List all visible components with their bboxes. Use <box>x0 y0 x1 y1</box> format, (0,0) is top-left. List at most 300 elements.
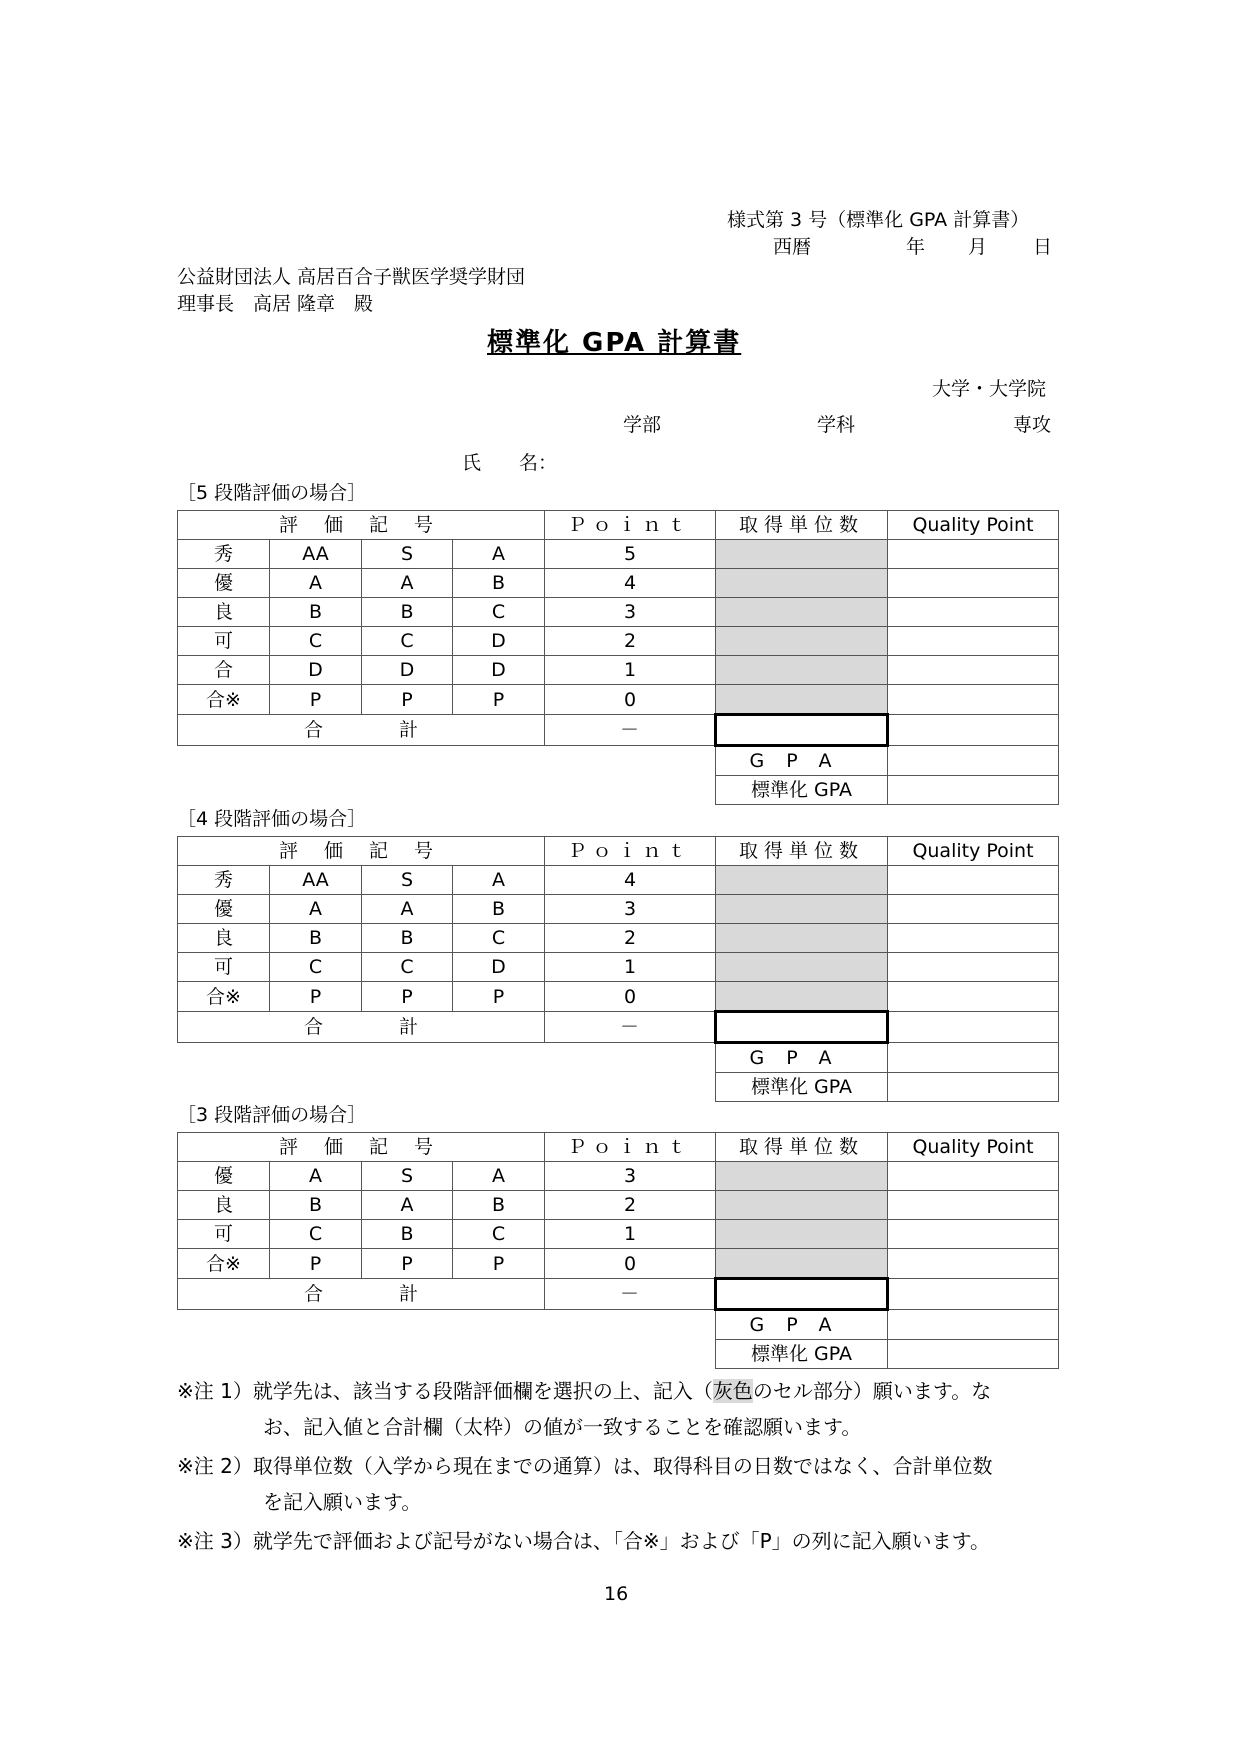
grade-cell-text: 合 <box>213 659 233 681</box>
grade-symbol-header-text: 評 価 記 号 <box>278 840 444 862</box>
symbol-cell-text: B <box>400 601 414 623</box>
gpa-label-text: GPA <box>749 750 854 772</box>
quality-point-cell[interactable] <box>888 953 1059 982</box>
note-1-text-a: ※注 1）就学先は、該当する段階評価欄を選択の上、記入（ <box>177 1379 713 1403</box>
table-row <box>178 1191 1059 1220</box>
symbol-cell-text: B <box>308 927 323 949</box>
symbol-cell <box>270 866 362 895</box>
grade-cell <box>178 982 270 1012</box>
symbol-cell-text: A <box>492 1165 505 1187</box>
total-row <box>178 1012 1059 1043</box>
symbol-cell <box>453 685 545 715</box>
quality-point-cell[interactable] <box>888 569 1059 598</box>
table-row <box>178 895 1059 924</box>
symbol-cell-text: A <box>309 1165 322 1187</box>
symbol-cell-text: C <box>308 956 323 978</box>
point-cell-text: 2 <box>623 630 637 652</box>
grade-cell-text: 優 <box>213 898 233 920</box>
quality-point-header-text: Quality Point <box>912 1136 1034 1158</box>
grade-symbol-header-text: 評 価 記 号 <box>278 1136 444 1158</box>
table-row <box>178 598 1059 627</box>
symbol-cell-text: P <box>492 1252 505 1275</box>
total-row <box>178 1279 1059 1310</box>
symbol-cell-text: A <box>400 1194 414 1216</box>
point-cell <box>545 866 716 895</box>
symbol-cell-text: A <box>400 572 414 594</box>
total-label-text: 合 計 <box>303 1283 418 1305</box>
gpa-label <box>716 1043 888 1073</box>
grade-cell-text: 可 <box>213 956 233 978</box>
credits-input-cell[interactable] <box>716 982 888 1012</box>
symbol-cell-text: B <box>400 927 414 949</box>
quality-point-cell[interactable] <box>888 895 1059 924</box>
credits-input-cell[interactable] <box>716 569 888 598</box>
major-label: 専攻 <box>1013 414 1052 436</box>
grade-cell <box>178 598 270 627</box>
point-cell-text: 2 <box>623 1194 637 1216</box>
page-number: 16 <box>604 1583 629 1605</box>
symbol-cell-text: B <box>491 1194 506 1216</box>
total-label-text: 合 計 <box>303 1016 418 1038</box>
total-label <box>178 1012 545 1043</box>
page-title: 標準化 GPA 計算書 <box>487 328 742 358</box>
std-gpa-row <box>178 1073 1059 1102</box>
symbol-cell-text: P <box>401 688 413 711</box>
table-row <box>178 953 1059 982</box>
quality-point-cell[interactable] <box>888 685 1059 715</box>
symbol-cell <box>453 656 545 685</box>
symbol-cell-text: P <box>401 985 413 1008</box>
total-credits-cell[interactable] <box>716 1279 888 1310</box>
point-cell <box>545 1191 716 1220</box>
note-1-continued: お、記入値と合計欄（太枠）の値が一致することを確認願います。 <box>263 1415 862 1439</box>
symbol-cell-text: P <box>401 1252 413 1275</box>
symbol-cell <box>362 1191 453 1220</box>
grade-cell-text: 優 <box>213 1165 233 1187</box>
symbol-cell <box>453 1220 545 1249</box>
table-row <box>178 866 1059 895</box>
credits-input-cell[interactable] <box>716 924 888 953</box>
gpa-spacer <box>178 1310 716 1340</box>
symbol-cell <box>270 1162 362 1191</box>
std-gpa-label <box>716 776 888 805</box>
symbol-cell <box>270 1220 362 1249</box>
quality-point-cell[interactable] <box>888 540 1059 569</box>
point-cell <box>545 627 716 656</box>
point-cell <box>545 656 716 685</box>
gpa-label-text: GPA <box>749 1047 854 1069</box>
credits-input-cell[interactable] <box>716 540 888 569</box>
table-row <box>178 1220 1059 1249</box>
std-gpa-label-text: 標準化 GPA <box>750 1076 852 1098</box>
symbol-cell <box>362 627 453 656</box>
std-gpa-value-cell[interactable] <box>888 776 1059 805</box>
point-cell-text: 2 <box>623 927 637 949</box>
point-cell-text: 3 <box>623 898 637 920</box>
credits-input-cell[interactable] <box>716 627 888 656</box>
grade-cell-text: 秀 <box>213 869 233 891</box>
grade-cell <box>178 569 270 598</box>
point-cell-text: 1 <box>623 956 637 978</box>
grade-cell <box>178 895 270 924</box>
point-header-text: Ｐｏｉｎｔ <box>567 840 693 862</box>
symbol-cell-text: B <box>308 601 323 623</box>
point-header <box>545 511 716 540</box>
grade-symbol-header-text: 評 価 記 号 <box>278 514 444 536</box>
gpa-value-cell[interactable] <box>888 746 1059 776</box>
note-2-continued: を記入願います。 <box>263 1490 422 1514</box>
credits-input-cell[interactable] <box>716 685 888 715</box>
note-1-text-b: のセル部分）願います。な <box>752 1379 992 1403</box>
symbol-cell <box>453 569 545 598</box>
point-cell <box>545 685 716 715</box>
point-header-text: Ｐｏｉｎｔ <box>567 1136 693 1158</box>
symbol-cell-text: C <box>308 630 323 652</box>
quality-point-cell[interactable] <box>888 1162 1059 1191</box>
credits-header-text: 取得単位数 <box>738 840 864 862</box>
quality-point-cell[interactable] <box>888 866 1059 895</box>
std-gpa-spacer <box>178 1073 716 1102</box>
table-row <box>178 656 1059 685</box>
note-1 <box>177 1379 991 1403</box>
symbol-cell <box>270 1191 362 1220</box>
symbol-cell <box>453 1162 545 1191</box>
note-1-highlight: 灰色 <box>712 1379 753 1403</box>
total-credits-cell[interactable] <box>716 715 888 746</box>
symbol-cell-text: AA <box>302 543 329 565</box>
grade-cell <box>178 685 270 715</box>
point-cell-text: 0 <box>623 985 637 1008</box>
symbol-cell-text: P <box>309 1252 322 1275</box>
symbol-cell-text: B <box>400 1223 414 1245</box>
quality-point-header <box>888 511 1059 540</box>
total-point-dash-text: － <box>619 1016 639 1038</box>
total-label <box>178 715 545 746</box>
symbol-cell <box>270 1249 362 1279</box>
gpa-spacer <box>178 1043 716 1073</box>
quality-point-cell[interactable] <box>888 627 1059 656</box>
gpa-value-cell[interactable] <box>888 1043 1059 1073</box>
symbol-cell-text: P <box>309 985 322 1008</box>
grade-cell-text: 合※ <box>206 985 241 1008</box>
quality-point-header-text: Quality Point <box>912 840 1034 862</box>
credits-input-cell[interactable] <box>716 598 888 627</box>
credits-header <box>716 837 888 866</box>
total-point-dash-text: － <box>619 719 639 741</box>
date-year-label: 年 <box>906 236 926 258</box>
quality-point-cell[interactable] <box>888 1220 1059 1249</box>
total-point-dash <box>545 1012 716 1043</box>
symbol-cell <box>362 569 453 598</box>
table-heading: ［5 段階評価の場合］ <box>177 482 367 504</box>
grade-cell-text: 良 <box>213 601 233 623</box>
department-label: 学科 <box>817 414 856 436</box>
total-label <box>178 1279 545 1310</box>
symbol-cell <box>362 1220 453 1249</box>
addressee-organization: 公益財団法人 高居百合子獣医学奨学財団 <box>177 266 526 288</box>
symbol-cell-text: D <box>491 630 506 652</box>
std-gpa-label <box>716 1340 888 1369</box>
date-era-label: 西暦 <box>773 236 812 258</box>
credits-input-cell[interactable] <box>716 953 888 982</box>
quality-point-cell[interactable] <box>888 1249 1059 1279</box>
point-cell-text: 0 <box>623 688 637 711</box>
symbol-cell-text: D <box>491 956 506 978</box>
gpa-value-cell[interactable] <box>888 1310 1059 1340</box>
grade-cell <box>178 924 270 953</box>
table-row <box>178 685 1059 715</box>
total-point-dash-text: － <box>619 1283 639 1305</box>
credits-input-cell[interactable] <box>716 866 888 895</box>
symbol-cell-text: AA <box>302 869 329 891</box>
point-cell-text: 1 <box>623 1223 637 1245</box>
date-day-label: 日 <box>1033 236 1053 258</box>
credits-header-text: 取得単位数 <box>738 514 864 536</box>
std-gpa-value-cell[interactable] <box>888 1340 1059 1369</box>
point-cell <box>545 1220 716 1249</box>
symbol-cell-text: P <box>492 985 505 1008</box>
quality-point-cell[interactable] <box>888 656 1059 685</box>
grade-cell <box>178 866 270 895</box>
std-gpa-row <box>178 776 1059 805</box>
std-gpa-label-text: 標準化 GPA <box>750 1343 852 1365</box>
form-number: 様式第 3 号（標準化 GPA 計算書） <box>727 209 1030 231</box>
point-header-text: Ｐｏｉｎｔ <box>567 514 693 536</box>
gpa-row <box>178 1310 1059 1340</box>
symbol-cell-text: A <box>309 898 322 920</box>
credits-input-cell[interactable] <box>716 1249 888 1279</box>
grade-cell <box>178 1249 270 1279</box>
table-row <box>178 982 1059 1012</box>
table-row <box>178 569 1059 598</box>
symbol-cell <box>453 982 545 1012</box>
gpa-label <box>716 746 888 776</box>
total-quality-point-cell[interactable] <box>888 1279 1059 1310</box>
credits-input-cell[interactable] <box>716 895 888 924</box>
point-cell <box>545 1162 716 1191</box>
table-row <box>178 1162 1059 1191</box>
grade-symbol-header <box>178 1133 545 1162</box>
point-cell-text: 5 <box>623 543 637 565</box>
symbol-cell-text: C <box>400 956 414 978</box>
credits-input-cell[interactable] <box>716 1220 888 1249</box>
symbol-cell <box>453 627 545 656</box>
symbol-cell-text: D <box>308 659 323 681</box>
point-cell <box>545 982 716 1012</box>
symbol-cell-text: C <box>400 630 414 652</box>
symbol-cell-text: B <box>308 1194 323 1216</box>
symbol-cell-text: P <box>309 688 322 711</box>
grade-symbol-header <box>178 511 545 540</box>
std-gpa-label <box>716 1073 888 1102</box>
credits-header <box>716 1133 888 1162</box>
credits-header-text: 取得単位数 <box>738 1136 864 1158</box>
symbol-cell-text: C <box>491 1223 506 1245</box>
point-cell-text: 0 <box>623 1252 637 1275</box>
symbol-cell-text: C <box>491 601 506 623</box>
quality-point-cell[interactable] <box>888 982 1059 1012</box>
grade-cell-text: 合※ <box>206 688 241 711</box>
std-gpa-value-cell[interactable] <box>888 1073 1059 1102</box>
point-cell-text: 4 <box>623 869 637 891</box>
quality-point-header <box>888 1133 1059 1162</box>
point-cell-text: 3 <box>623 1165 637 1187</box>
symbol-cell-text: C <box>308 1223 323 1245</box>
symbol-cell <box>362 982 453 1012</box>
point-cell <box>545 895 716 924</box>
symbol-cell <box>362 656 453 685</box>
faculty-label: 学部 <box>623 414 662 436</box>
std-gpa-spacer <box>178 776 716 805</box>
point-cell <box>545 569 716 598</box>
symbol-cell <box>362 1249 453 1279</box>
symbol-cell <box>270 982 362 1012</box>
symbol-cell <box>270 953 362 982</box>
table-header-row <box>178 837 1059 866</box>
credits-input-cell[interactable] <box>716 656 888 685</box>
point-cell-text: 3 <box>623 601 637 623</box>
symbol-cell-text: C <box>491 927 506 949</box>
symbol-cell <box>362 953 453 982</box>
total-quality-point-cell[interactable] <box>888 1012 1059 1043</box>
gpa-label <box>716 1310 888 1340</box>
symbol-cell <box>362 1162 453 1191</box>
quality-point-cell[interactable] <box>888 1191 1059 1220</box>
symbol-cell <box>362 540 453 569</box>
grade-cell <box>178 540 270 569</box>
addressee-person: 理事長 高居 隆章 殿 <box>177 293 374 315</box>
grade-cell <box>178 1191 270 1220</box>
grade-cell-text: 良 <box>213 927 233 949</box>
grade-cell-text: 優 <box>213 572 233 594</box>
symbol-cell <box>453 895 545 924</box>
point-cell <box>545 953 716 982</box>
point-cell <box>545 924 716 953</box>
symbol-cell-text: A <box>492 869 505 891</box>
grade-table <box>177 510 1059 805</box>
total-point-dash <box>545 715 716 746</box>
grade-table <box>177 836 1059 1102</box>
gpa-spacer <box>178 746 716 776</box>
symbol-cell <box>453 866 545 895</box>
symbol-cell <box>270 598 362 627</box>
symbol-cell-text: B <box>491 572 506 594</box>
symbol-cell <box>453 953 545 982</box>
gpa-label-text: GPA <box>749 1314 854 1336</box>
point-header <box>545 837 716 866</box>
credits-input-cell[interactable] <box>716 1162 888 1191</box>
table-heading: ［3 段階評価の場合］ <box>177 1104 367 1126</box>
grade-cell-text: 可 <box>213 1223 233 1245</box>
date-month-label: 月 <box>968 236 988 258</box>
symbol-cell-text: A <box>309 572 322 594</box>
quality-point-header <box>888 837 1059 866</box>
point-cell <box>545 540 716 569</box>
credits-header <box>716 511 888 540</box>
symbol-cell <box>270 895 362 924</box>
grade-cell <box>178 656 270 685</box>
symbol-cell <box>362 685 453 715</box>
grade-table <box>177 1132 1059 1369</box>
note-2: ※注 2）取得単位数（入学から現在までの通算）は、取得科目の日数ではなく、合計単位数 <box>177 1454 993 1478</box>
symbol-cell-text: S <box>400 1165 414 1187</box>
total-credits-cell[interactable] <box>716 1012 888 1043</box>
grade-symbol-header <box>178 837 545 866</box>
grade-cell-text: 可 <box>213 630 233 652</box>
symbol-cell <box>453 598 545 627</box>
symbol-cell <box>270 540 362 569</box>
total-row <box>178 715 1059 746</box>
symbol-cell <box>362 598 453 627</box>
grade-cell <box>178 1220 270 1249</box>
symbol-cell <box>270 685 362 715</box>
symbol-cell-text: P <box>492 688 505 711</box>
grade-cell <box>178 1162 270 1191</box>
quality-point-cell[interactable] <box>888 598 1059 627</box>
total-quality-point-cell[interactable] <box>888 715 1059 746</box>
symbol-cell <box>453 540 545 569</box>
grade-cell-text: 秀 <box>213 543 233 565</box>
table-header-row <box>178 1133 1059 1162</box>
symbol-cell <box>270 656 362 685</box>
point-cell-text: 1 <box>623 659 637 681</box>
gpa-row <box>178 746 1059 776</box>
symbol-cell <box>270 569 362 598</box>
point-header <box>545 1133 716 1162</box>
std-gpa-label-text: 標準化 GPA <box>750 779 852 801</box>
point-cell <box>545 598 716 627</box>
name-label: 氏 名： <box>462 452 558 474</box>
std-gpa-row <box>178 1340 1059 1369</box>
symbol-cell-text: S <box>400 543 414 565</box>
quality-point-header-text: Quality Point <box>912 514 1034 536</box>
symbol-cell <box>362 924 453 953</box>
symbol-cell-text: A <box>492 543 505 565</box>
point-cell-text: 4 <box>623 572 637 594</box>
symbol-cell <box>453 1249 545 1279</box>
symbol-cell-text: D <box>491 659 506 681</box>
symbol-cell-text: B <box>491 898 506 920</box>
total-point-dash <box>545 1279 716 1310</box>
credits-input-cell[interactable] <box>716 1191 888 1220</box>
grade-cell-text: 良 <box>213 1194 233 1216</box>
gpa-row <box>178 1043 1059 1073</box>
point-cell <box>545 1249 716 1279</box>
symbol-cell <box>362 866 453 895</box>
symbol-cell <box>270 924 362 953</box>
note-3: ※注 3）就学先で評価および記号がない場合は、「合※」および「P」の列に記入願います。 <box>177 1529 991 1553</box>
quality-point-cell[interactable] <box>888 924 1059 953</box>
table-row <box>178 540 1059 569</box>
symbol-cell <box>453 924 545 953</box>
table-heading: ［4 段階評価の場合］ <box>177 808 367 830</box>
grade-cell <box>178 627 270 656</box>
university-label: 大学・大学院 <box>932 378 1047 400</box>
symbol-cell <box>453 1191 545 1220</box>
symbol-cell-text: D <box>399 659 415 681</box>
std-gpa-spacer <box>178 1340 716 1369</box>
symbol-cell-text: S <box>400 869 414 891</box>
table-header-row <box>178 511 1059 540</box>
symbol-cell <box>270 627 362 656</box>
symbol-cell-text: A <box>400 898 414 920</box>
table-row <box>178 1249 1059 1279</box>
symbol-cell <box>362 895 453 924</box>
total-label-text: 合 計 <box>303 719 418 741</box>
table-row <box>178 924 1059 953</box>
grade-cell-text: 合※ <box>206 1252 241 1275</box>
table-row <box>178 627 1059 656</box>
